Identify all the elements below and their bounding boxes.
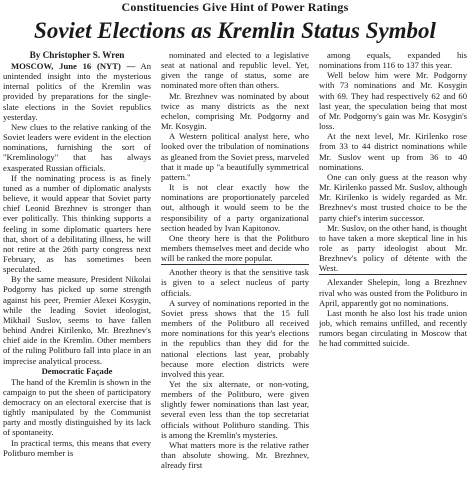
paragraph: In practical terms, this means that every Politburo member is [3, 437, 151, 458]
paragraph: Mr. Suslov, on the other hand, is thought to have taken a more skeptical line in his role as party ideologist about Mr. Brezhnev's policy of détente with the West. [319, 222, 467, 274]
paragraph: Last month he also lost his trade union job, which remains unfilled, and recently rumors began circulating in Moscow that he had committed suicide. [319, 307, 467, 349]
paragraph-text: An unintended insight into the mysterious internal politics of the Kremlin was provided by preparations for the single-slate elections in the Soviet republics yesterday. [3, 61, 151, 122]
paragraph: If the nominating process is as finely tuned as a number of diplomatic analysts believe, it would appear that Soviet party chief Leonid Brezhnev is stronger than ever politically. This thinking supports a feeling in some diplomatic quarters here that, short of a debilitating illness, he will not retire at the 26th party congress next February, as has sometimes been speculated. [3, 172, 151, 275]
subhead: Democratic Façade [41, 365, 113, 376]
dateline: MOSCOW, June 16 (NYT) — [11, 61, 136, 71]
column-3 [319, 50, 467, 500]
paragraph: By the same measure, President Nikolai Podgorny has picked up some strength against his peer, Premier Alexei Kosygin, while the leading Soviet ideologist, Mikhail Suslov, seems to have fallen behind Andrei Kirilenko, Mr. Brezhnev's chief aide in the Kremlin. Other members of the ruling Politburo fall into place in an imprecise analytical process. [3, 274, 151, 366]
paragraph: One theory here is that the Politburo members themselves meet and decide who will be ranked the more popular. [161, 232, 309, 264]
paragraph: nominated and elected to a legislative seat at national and republic level. Yet, given the range of status, some are nominated more often than others. [161, 50, 309, 91]
article-body [3, 50, 467, 500]
paragraph: Alexander Shelepin, long a Brezhnev rival who was ousted from the Politburo in April, apparently got no nominations. [319, 277, 467, 308]
headline: Soviet Elections as Kremlin Status Symbol [34, 18, 436, 43]
paragraph: Mr. Brezhnev was nominated by about twice as many districts as the next echelon, comprising Mr. Podgorny and Mr. Kosygin. [161, 90, 309, 132]
paragraph: Another theory is that the sensitive task is given to a select nucleus of party officials. [161, 267, 309, 298]
paragraph: New clues to the relative ranking of the Soviet leaders were evident in the election nominations, furnishing the sort of "Kremlinology" that has always exasperated Russian officials. [3, 121, 151, 173]
column-1 [3, 50, 151, 500]
paragraph: A Western political analyst here, who looked over the tribulation of nominations as gleaned from the Soviet press, marveled that it made up "a beautifully symmetrical pattern." [161, 131, 309, 182]
paragraph: At the next level, Mr. Kirilenko rose from 33 to 44 district nominations while Mr. Suslov went up from 36 to 40 nominations. [319, 131, 467, 172]
paragraph: Well below him were Mr. Podgorny with 73 nominations and Mr. Kosygin with 69. They had respectively 62 and 60 last year, the speculation being that most of Mr. Podgorny's gain was Mr. Kosygin's loss. [319, 70, 467, 132]
paragraph: Yet the six alternate, or non-voting, members of the Politburo, were given slightly fewer nominations than last year, several even less than the top secretariat officials without Politburo standing. This is among the Kremlin's mysteries. [161, 379, 309, 440]
byline: By Christopher S. Wren [29, 50, 125, 60]
column-rule [319, 274, 467, 275]
kicker-line: Constituencies Give Hint of Power Ratings [121, 0, 349, 14]
paragraph [3, 61, 151, 122]
paragraph: One can only guess at the reason why Mr. Kirilenko passed Mr. Suslov, although Mr. Kirilenko is widely regarded as Mr. Brezhnev's most trusted choice to be the party chief's interim successor. [319, 171, 467, 223]
paragraph: among equals, expanded his nominations from 116 to 137 this year. [319, 50, 467, 71]
paragraph: It is not clear exactly how the nominations are proportionately parceled out, although it would seem to be the responsibility of a party organizational section headed by Ivan Kapitonov. [161, 182, 309, 233]
paragraph: The hand of the Kremlin is shown in the campaign to put the sheen of participatory democracy on an electoral exercise that is tightly manipulated by the Communist party and mostly distinguished by its lack of spontaneity. [3, 376, 151, 438]
paragraph: A survey of nominations reported in the Soviet press shows that the 15 full members of the Politburo all received more nominations for this year's elections in the republics than they did for the national elections last year, probably because more election districts were involved this year. [161, 297, 309, 379]
column-2 [161, 50, 309, 500]
paragraph: What matters more is the relative rather than absolute showing. Mr. Brezhnev, already first [161, 439, 309, 471]
column-rule [161, 264, 309, 265]
